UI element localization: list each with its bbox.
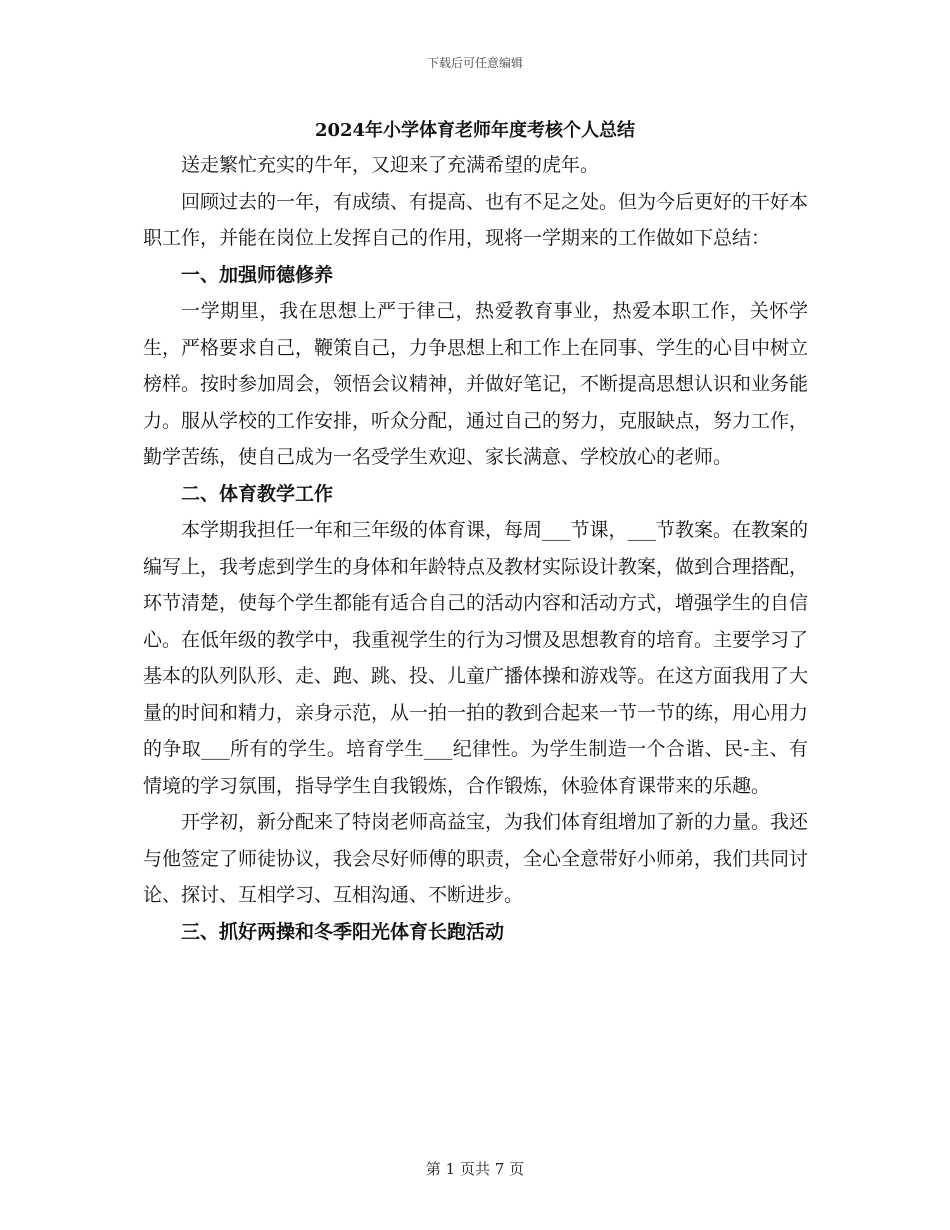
section-paragraph: 本学期我担任一年和三年级的体育课，每周___节课，___节教案。在教案的编写上，我考虑到学生的身体和年龄特点及教材实际设计教案，做到合理搭配，环节清楚，使每个学生都能有适合自己的活动内容和活动方式，增强学生的自信心。在低年级的教学中，我重视学生的行为习惯及思想教育的培育。主要学习了基本的队列队形、走、跑、跳、投、儿童广播体操和游戏等。在这方面我用了大量的时间和精力，亲身示范，从一拍一拍的教到合起来一节一节的练，用心用力的争取___所有的学生。培育学生___纪律性。为学生制造一个合谐、民-主、有情境的学习氛围，指导学生自我锻炼，合作锻炼，休验体育课带来的乐趣。 [143,519,809,797]
section-paragraph: 一学期里，我在思想上严于律己，热爱教育事业，热爱本职工作，关怀学生，严格要求自己，鞭策自己，力争思想上和工作上在同事、学生的心目中树立榜样。按时参加周会，领悟会议精神，并做好笔记，不断提高思想认识和业务能力。服从学校的工作安排，听众分配，通过自己的努力，克服缺点，努力工作，勤学苦练，使自己成为一名受学生欢迎、家长满意、学校放心的老师。 [143,300,809,468]
section-heading: 一、加强师德修养 [181,263,334,286]
section-paragraph: 开学初，新分配来了特岗老师高益宝，为我们体育组增加了新的力量。我还与他签定了师徒协议，我会尽好师傅的职责，全心全意带好小师弟，我们共同讨论、探讨、互相学习、互相沟通、不断进步。 [143,811,809,906]
section-heading: 二、体育教学工作 [181,482,334,505]
intro-paragraph: 回顾过去的一年，有成绩、有提高、也有不足之处。但为今后更好的干好本职工作，并能在岗位上发挥自己的作用，现将一学期来的工作做如下总结： [143,190,809,249]
document-title: 2024年小学体育老师年度考核个人总结 [314,120,636,141]
document-body [143,147,808,950]
section-heading: 三、抓好两操和冬季阳光体育长跑活动 [181,920,505,943]
page-header-note: 下载后可任意编辑 [426,56,523,70]
page-number: 第 1 页共 7 页 [425,1160,525,1178]
intro-paragraph: 送走繁忙充实的牛年，又迎来了充满希望的虎年。 [181,154,600,176]
